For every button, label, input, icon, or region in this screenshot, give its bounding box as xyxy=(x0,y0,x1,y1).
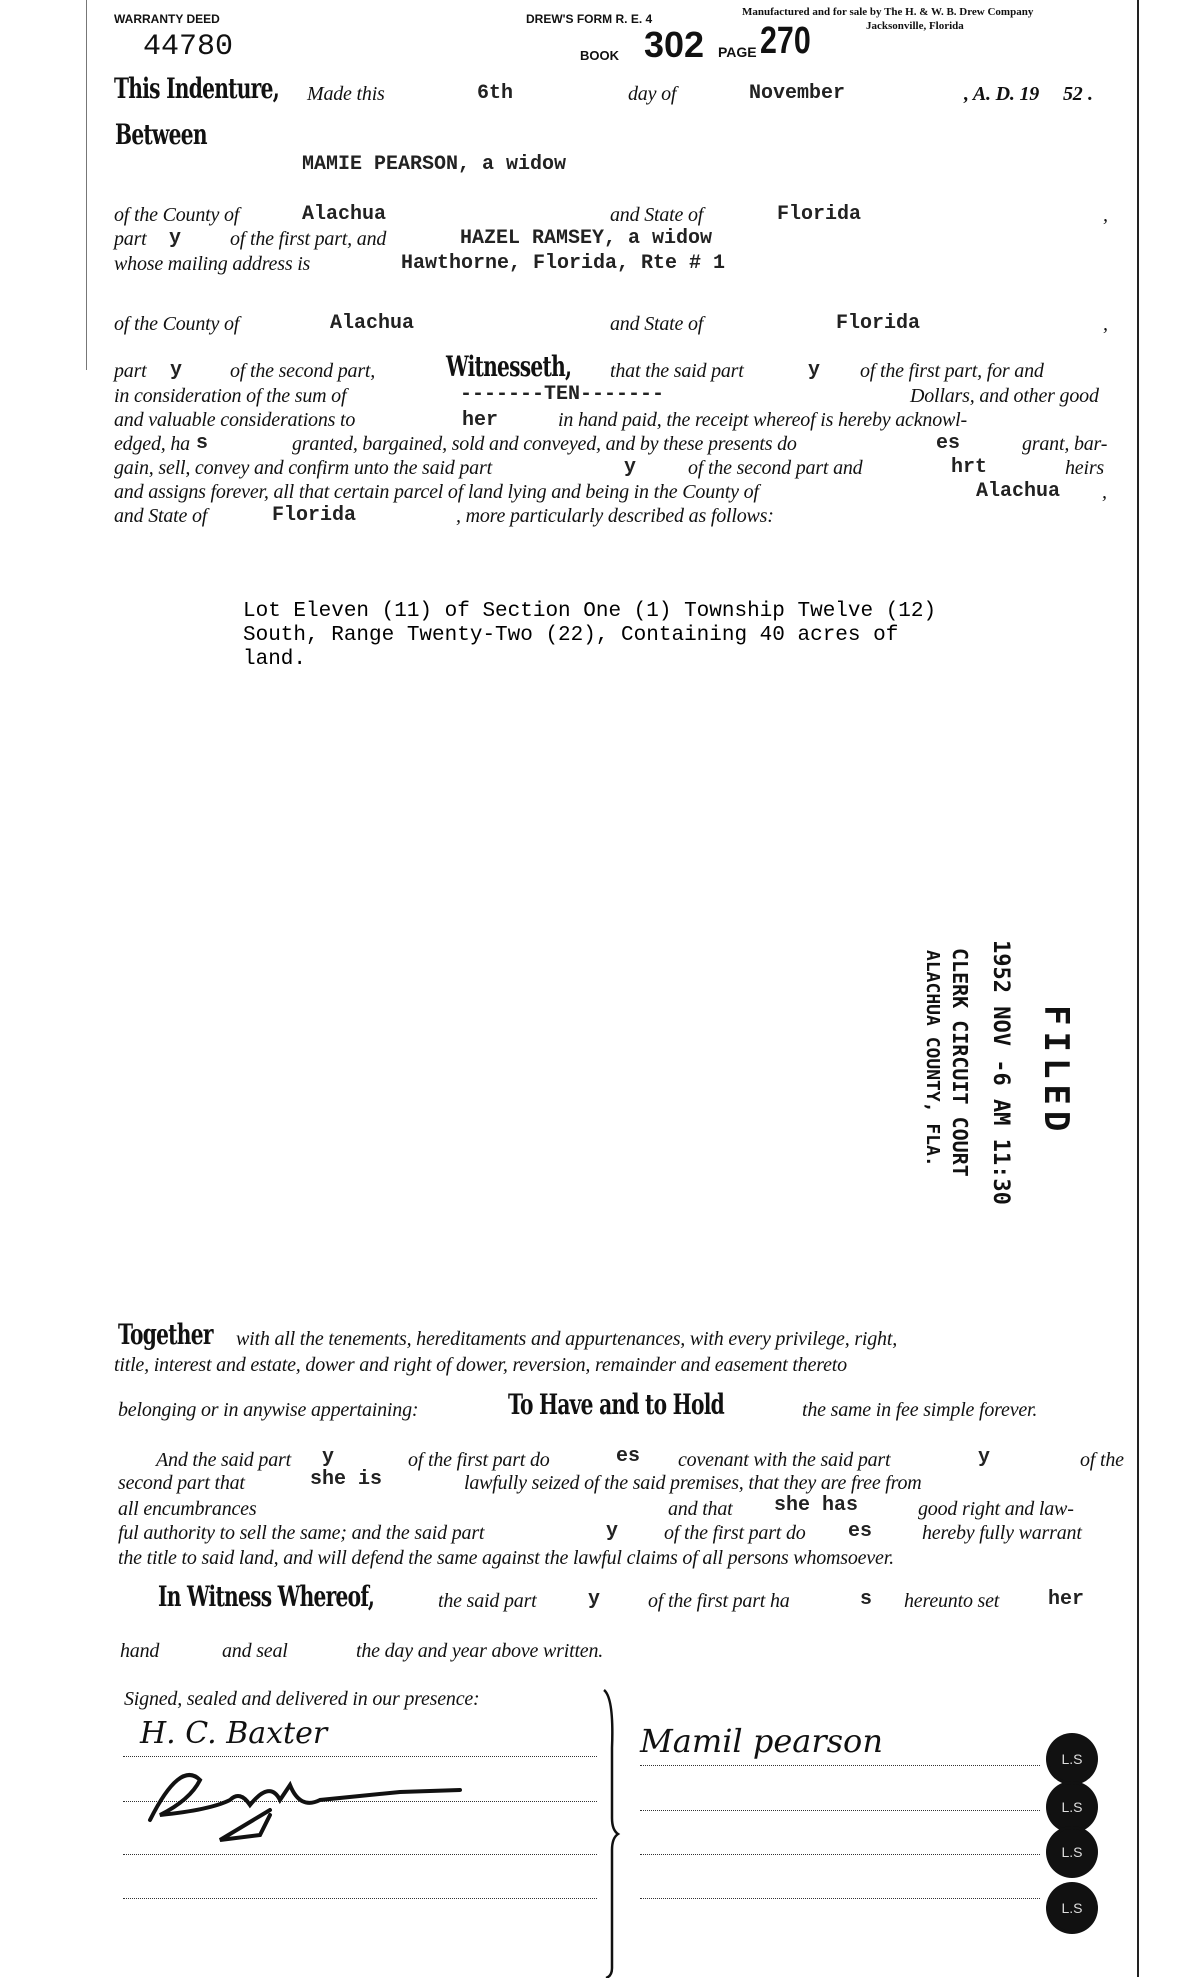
seal-label: L.S xyxy=(1061,1900,1083,1916)
grantor-signature-line[interactable] xyxy=(640,1765,1040,1766)
text: of the first part do xyxy=(664,1522,806,1544)
text: , more particularly described as follows: xyxy=(456,505,774,527)
ls-seal xyxy=(1049,1784,1095,1830)
grantor-signature: Mamil pearson xyxy=(640,1722,883,1760)
typed-value: she has xyxy=(774,1494,859,1517)
text: of the second part, xyxy=(230,360,376,382)
form-title: WARRANTY DEED xyxy=(114,12,220,26)
ls-seal xyxy=(1049,1829,1095,1875)
text: of the first part ha xyxy=(648,1590,790,1612)
typed-value: she is xyxy=(310,1468,383,1491)
state-label: and State of xyxy=(610,313,704,335)
month-value: November xyxy=(749,82,846,105)
text: with all the tenements, hereditaments and appurtenances, with every privilege, right, xyxy=(236,1328,898,1350)
typed-value: y xyxy=(624,456,637,479)
period: . xyxy=(1088,83,1093,105)
typed-value: es xyxy=(616,1445,641,1468)
made-this-label: Made this xyxy=(307,83,385,105)
typed-value: y xyxy=(588,1588,601,1611)
manufacturer-line1: Manufactured and for sale by The H. & W. B. Drew Company xyxy=(742,6,1034,18)
text: granted, bargained, sold and conveyed, and by these presents do xyxy=(292,433,797,455)
county-label: of the County of xyxy=(114,313,240,335)
book-label: BOOK xyxy=(580,48,619,63)
instrument-number: 44780 xyxy=(143,30,234,64)
county-label: of the County of xyxy=(114,204,240,226)
brace-divider xyxy=(600,1688,624,1978)
year-value: 52 xyxy=(1063,83,1083,105)
text: the said part xyxy=(438,1590,537,1612)
party-suffix: y xyxy=(169,227,182,250)
text: all encumbrances xyxy=(118,1498,257,1520)
state-label: and State of xyxy=(610,204,704,226)
typed-value: her xyxy=(462,409,499,432)
filed-stamp-county: ALACHUA COUNTY, FLA. xyxy=(922,950,943,1167)
mailing-label: whose mailing address is xyxy=(114,253,311,275)
day-of-label: day of xyxy=(628,83,677,105)
right-border-line xyxy=(1137,0,1139,1977)
text: And the said part xyxy=(156,1449,291,1471)
text: of the second part and xyxy=(688,457,863,479)
page-label: PAGE xyxy=(718,44,757,60)
typed-value: y xyxy=(322,1446,335,1469)
text: lawfully seized of the said premises, that they are free from xyxy=(464,1472,922,1494)
text: that the said part xyxy=(610,360,744,382)
text: hereunto set xyxy=(904,1590,1000,1612)
text: of the first part do xyxy=(408,1449,550,1471)
typed-value: y xyxy=(808,359,821,382)
typed-value: hrt xyxy=(951,456,988,479)
together-heading: Together xyxy=(118,1318,213,1351)
seal-label: L.S xyxy=(1061,1799,1083,1815)
grantor-signature-line[interactable] xyxy=(640,1854,1040,1855)
legal-description-line: land. xyxy=(243,648,307,671)
typed-value: es xyxy=(848,1520,873,1543)
filed-stamp-datetime: 1952 NOV -6 AM 11:30 xyxy=(988,940,1013,1205)
text: belonging or in anywise appertaining: xyxy=(118,1399,419,1421)
text: and State of xyxy=(114,505,208,527)
seal-label: L.S xyxy=(1061,1751,1083,1767)
between-heading: Between xyxy=(115,118,207,151)
typed-value: her xyxy=(1048,1588,1085,1611)
text: and assigns forever, all that certain parcel of land lying and being in the County of xyxy=(114,481,759,503)
typed-value: y xyxy=(170,359,183,382)
filed-stamp-office: CLERK CIRCUIT COURT xyxy=(948,948,972,1177)
seal-label: L.S xyxy=(1061,1844,1083,1860)
ls-seal xyxy=(1049,1736,1095,1782)
witness-signature-line[interactable] xyxy=(123,1854,597,1855)
typed-value: Florida xyxy=(272,504,357,527)
text: edged, ha xyxy=(114,433,190,455)
consideration-amount: -------TEN------- xyxy=(460,383,665,406)
page-number: 270 xyxy=(760,20,811,62)
text: good right and law- xyxy=(918,1498,1074,1520)
text: part xyxy=(114,360,147,382)
legal-description-line: Lot Eleven (11) of Section One (1) Township Twelve (12) xyxy=(243,600,937,623)
text: grant, bar- xyxy=(1022,433,1108,455)
to-have-and-to-hold-heading: To Have and to Hold xyxy=(508,1388,725,1421)
grantee-state: Florida xyxy=(836,312,921,335)
text: title, interest and estate, dower and right of dower, reversion, remainder and easement thereto xyxy=(114,1354,847,1376)
text: , xyxy=(1102,481,1107,503)
typed-value: s xyxy=(860,1588,873,1611)
text: the title to said land, and will defend the same against the lawful claims of all persons whomsoever. xyxy=(118,1547,894,1569)
witness2-signature xyxy=(120,1760,470,1850)
grantor-signature-line[interactable] xyxy=(640,1898,1040,1899)
text: covenant with the said part xyxy=(678,1449,891,1471)
text: and valuable considerations to xyxy=(114,409,356,431)
text: the day and year above written. xyxy=(356,1640,604,1662)
text: in hand paid, the receipt whereof is hereby acknowl- xyxy=(558,409,967,431)
text: ful authority to sell the same; and the said part xyxy=(118,1522,485,1544)
left-border-line xyxy=(86,0,87,370)
ad-label: , A. D. 19 xyxy=(964,83,1040,105)
ls-seal xyxy=(1049,1885,1095,1931)
typed-value: y xyxy=(606,1520,619,1543)
text: second part that xyxy=(118,1472,245,1494)
text: and seal xyxy=(222,1640,288,1662)
grantee-county: Alachua xyxy=(330,312,415,335)
typed-value: es xyxy=(936,432,961,455)
grantor-signature-line[interactable] xyxy=(640,1810,1040,1811)
text: of the first part, for and xyxy=(860,360,1044,382)
comma: , xyxy=(1103,204,1108,226)
text: hand xyxy=(120,1640,160,1662)
typed-value: y xyxy=(978,1446,991,1469)
form-name: DREW'S FORM R. E. 4 xyxy=(526,12,653,26)
day-value: 6th xyxy=(477,82,514,105)
text: and that xyxy=(668,1498,733,1520)
witness1-signature: H. C. Baxter xyxy=(140,1716,328,1751)
grantor-county: Alachua xyxy=(302,203,387,226)
mailing-address: Hawthorne, Florida, Rte # 1 xyxy=(401,252,726,275)
text: heirs xyxy=(1065,457,1105,479)
manufacturer-line2: Jacksonville, Florida xyxy=(866,20,964,32)
text: hereby fully warrant xyxy=(922,1522,1082,1544)
presence-label: Signed, sealed and delivered in our presence: xyxy=(124,1688,480,1710)
in-witness-whereof-heading: In Witness Whereof, xyxy=(158,1580,375,1613)
text: gain, sell, convey and confirm unto the said part xyxy=(114,457,492,479)
filed-stamp-title: FILED xyxy=(1036,1005,1076,1138)
witnesseth-heading: Witnesseth, xyxy=(446,350,572,383)
witness-signature-line[interactable] xyxy=(123,1898,597,1899)
text: of the xyxy=(1080,1449,1124,1471)
text: Dollars, and other good xyxy=(910,385,1099,407)
text: the same in fee simple forever. xyxy=(802,1399,1038,1421)
typed-value: s xyxy=(196,432,209,455)
typed-value: Alachua xyxy=(976,480,1061,503)
legal-description-line: South, Range Twenty-Two (22), Containing 40 acres of xyxy=(243,624,899,647)
text: in consideration of the sum of xyxy=(114,385,347,407)
book-number: 302 xyxy=(644,24,705,65)
grantor-state: Florida xyxy=(777,203,862,226)
comma: , xyxy=(1103,313,1108,335)
party-label: part xyxy=(114,228,147,250)
indenture-heading: This Indenture, xyxy=(114,72,279,105)
witness-signature-line[interactable] xyxy=(123,1756,597,1757)
grantor-name: MAMIE PEARSON, a widow xyxy=(302,153,567,176)
grantee-name: HAZEL RAMSEY, a widow xyxy=(460,227,713,250)
first-part-label: of the first part, and xyxy=(230,228,387,250)
